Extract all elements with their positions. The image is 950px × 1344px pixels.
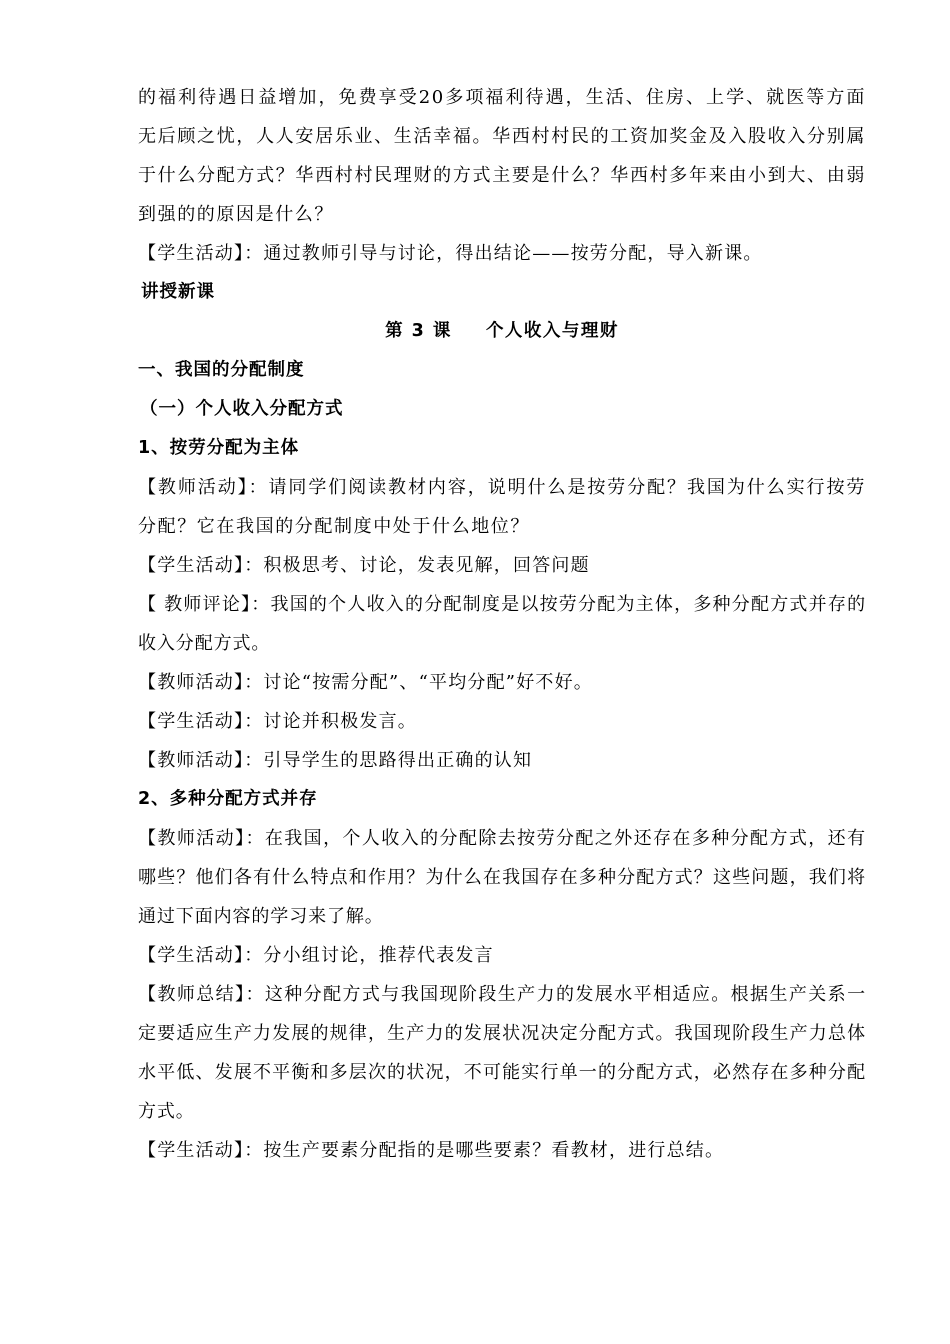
student-activity-intro: 【学生活动】：通过教师引导与讨论，得出结论——按劳分配，导入新课。 — [138, 243, 763, 264]
teacher-comment: 【 教师评论】：我国的个人收入的分配制度是以按劳分配为主体，多种分配方式并存的收入分配方式。 — [138, 594, 866, 654]
lesson-name: 个人收入与理财 — [485, 321, 619, 341]
lesson-number: 第 3 课 — [385, 321, 452, 341]
student-activity-1: 【学生活动】：积极思考、讨论，发表见解，回答问题 — [138, 555, 590, 576]
teacher-activity-2: 【教师活动】：讨论“按需分配”、“平均分配”好不好。 — [138, 672, 594, 693]
student-activity-3: 【学生活动】：分小组讨论，推荐代表发言 — [138, 945, 494, 966]
student-activity-4: 【学生活动】：按生产要素分配指的是哪些要素？看教材，进行总结。 — [138, 1140, 725, 1161]
document-page — [138, 78, 866, 1170]
section-label: 讲授新课 — [141, 282, 215, 302]
teacher-activity-4: 【教师活动】：在我国，个人收入的分配除去按劳分配之外还存在多种分配方式，还有哪些？他们各有什么特点和作用？为什么在我国存在多种分配方式？这些问题，我们将通过下面内容的学习来了解。 — [138, 828, 866, 927]
part1-heading: 1、按劳分配为主体 — [138, 438, 300, 458]
teacher-activity-3: 【教师活动】：引导学生的思路得出正确的认知 — [138, 750, 533, 771]
teacher-activity-1: 【教师活动】：请同学们阅读教材内容，说明什么是按劳分配？我国为什么实行按劳分配？它在我国的分配制度中处于什么地位？ — [138, 477, 866, 537]
part2-heading: 2、多种分配方式并存 — [138, 789, 318, 809]
lesson-title — [138, 312, 866, 351]
teacher-summary: 【教师总结】：这种分配方式与我国现阶段生产力的发展水平相适应。根据生产关系一定要适应生产力发展的规律，生产力的发展状况决定分配方式。我国现阶段生产力总体水平低、发展不平衡和多层次的状况，不可能实行单一的分配方式，必然存在多种分配方式。 — [138, 984, 866, 1122]
heading-level-1: 一、我国的分配制度 — [138, 360, 305, 380]
student-activity-2: 【学生活动】：讨论并积极发言。 — [138, 711, 417, 732]
heading-level-2: （一）个人收入分配方式 — [140, 399, 344, 419]
intro-paragraph: 的福利待遇日益增加，免费享受20多项福利待遇，生活、住房、上学、就医等方面无后顾之忧，人人安居乐业、生活幸福。华西村村民的工资加奖金及入股收入分别属于什么分配方式？华西村村民理财的方式主要是什么？华西村多年来由小到大、由弱到强的的原因是什么？ — [138, 87, 866, 225]
